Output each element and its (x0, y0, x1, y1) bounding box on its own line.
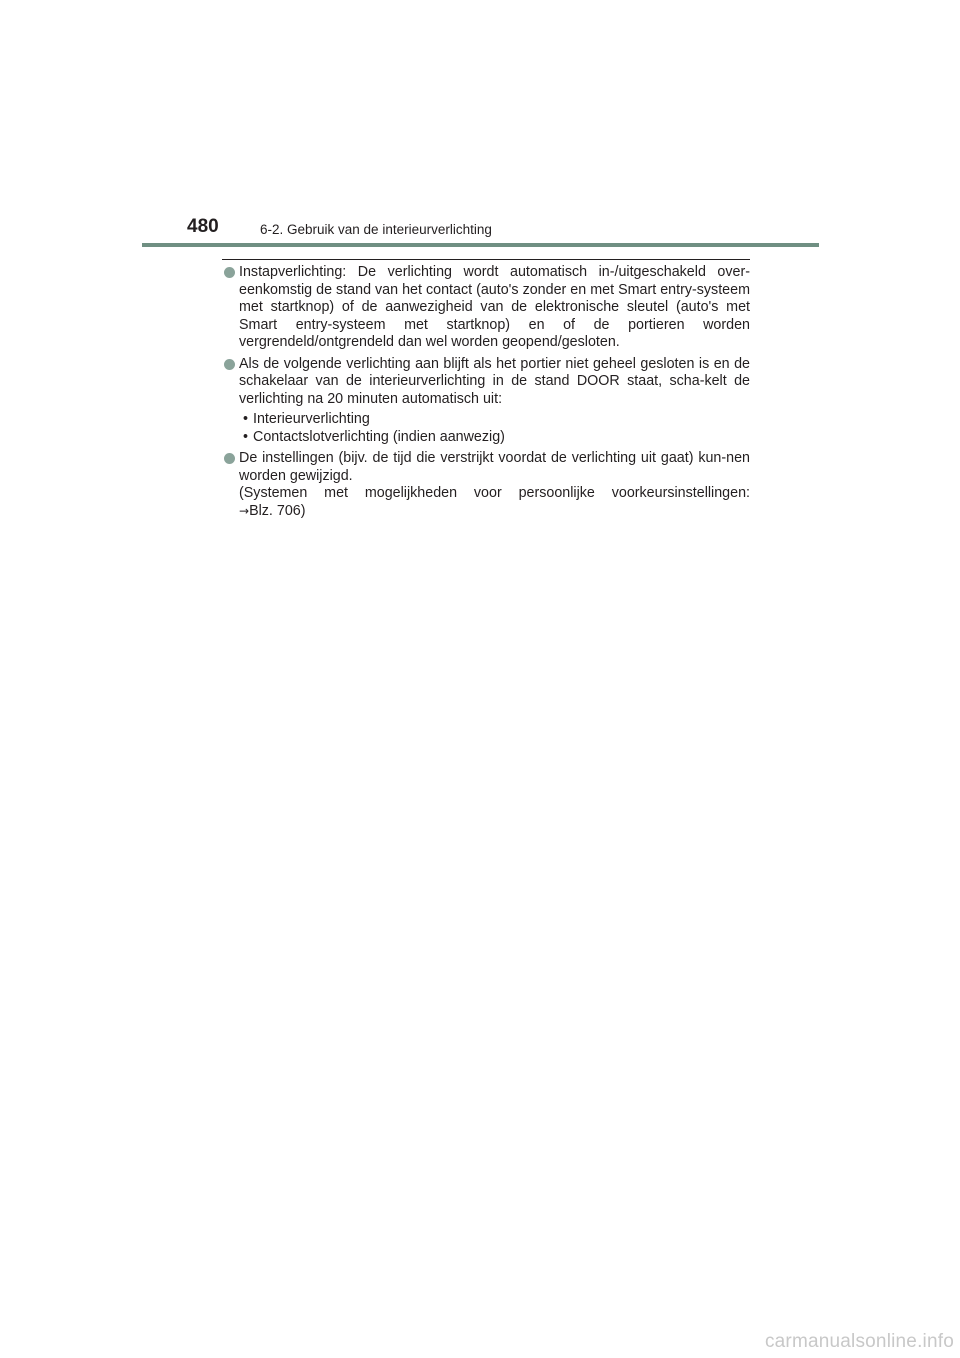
header-rule (142, 243, 819, 247)
page-reference[interactable] (239, 503, 750, 521)
note-text: Instapverlichting: De verlichting wordt automatisch in-/uitgeschakeld over-eenkomstig de stand van het contact (auto's zonder en met Smart entry-systeem met startknop) of de aanwezigheid van de elektronische sleutel (auto's met Smart entry-systeem met startknop) en of de portieren worden vergrendeld/ontgrendeld dan wel worden geopend/gesloten. (239, 264, 750, 350)
note-text: Als de volgende verlichting aan blijft als het portier niet geheel gesloten is en de schakelaar van de interieurverlichting in de stand DOOR staat, scha-kelt de verlichting na 20 minuten automatisch uit: (239, 355, 750, 407)
list-item (239, 411, 750, 429)
list-item-text: Interieurverlichting (253, 411, 370, 427)
circle-bullet-icon (224, 453, 235, 464)
arrow-right-icon: → (239, 503, 250, 518)
sub-list (239, 411, 750, 446)
page-reference-text: Blz. 706) (249, 502, 306, 519)
dot-bullet-icon: • (243, 411, 249, 427)
dot-bullet-icon: • (243, 428, 249, 445)
list-item-text: Contactslotverlichting (indien aanwezig) (253, 428, 505, 445)
note-extra-text: (Systemen met mogelijkheden voor persoonlijke voorkeursinstellingen: (239, 485, 750, 501)
note-item (222, 450, 750, 520)
list-item (239, 429, 750, 447)
note-text: De instellingen (bijv. de tijd die verstrijkt voordat de verlichting uit gaat) kun-nen worden gewijzigd. (239, 450, 750, 484)
section-title: 6-2. Gebruik van de interieurverlichting (260, 222, 492, 237)
watermark-text: carmanualsonline.info (764, 1331, 954, 1352)
circle-bullet-icon (224, 267, 235, 278)
note-item (222, 264, 750, 352)
notes-content (222, 264, 750, 524)
section-divider (222, 259, 750, 260)
note-item (222, 356, 750, 447)
page-number: 480 (187, 216, 219, 237)
circle-bullet-icon (224, 359, 235, 370)
